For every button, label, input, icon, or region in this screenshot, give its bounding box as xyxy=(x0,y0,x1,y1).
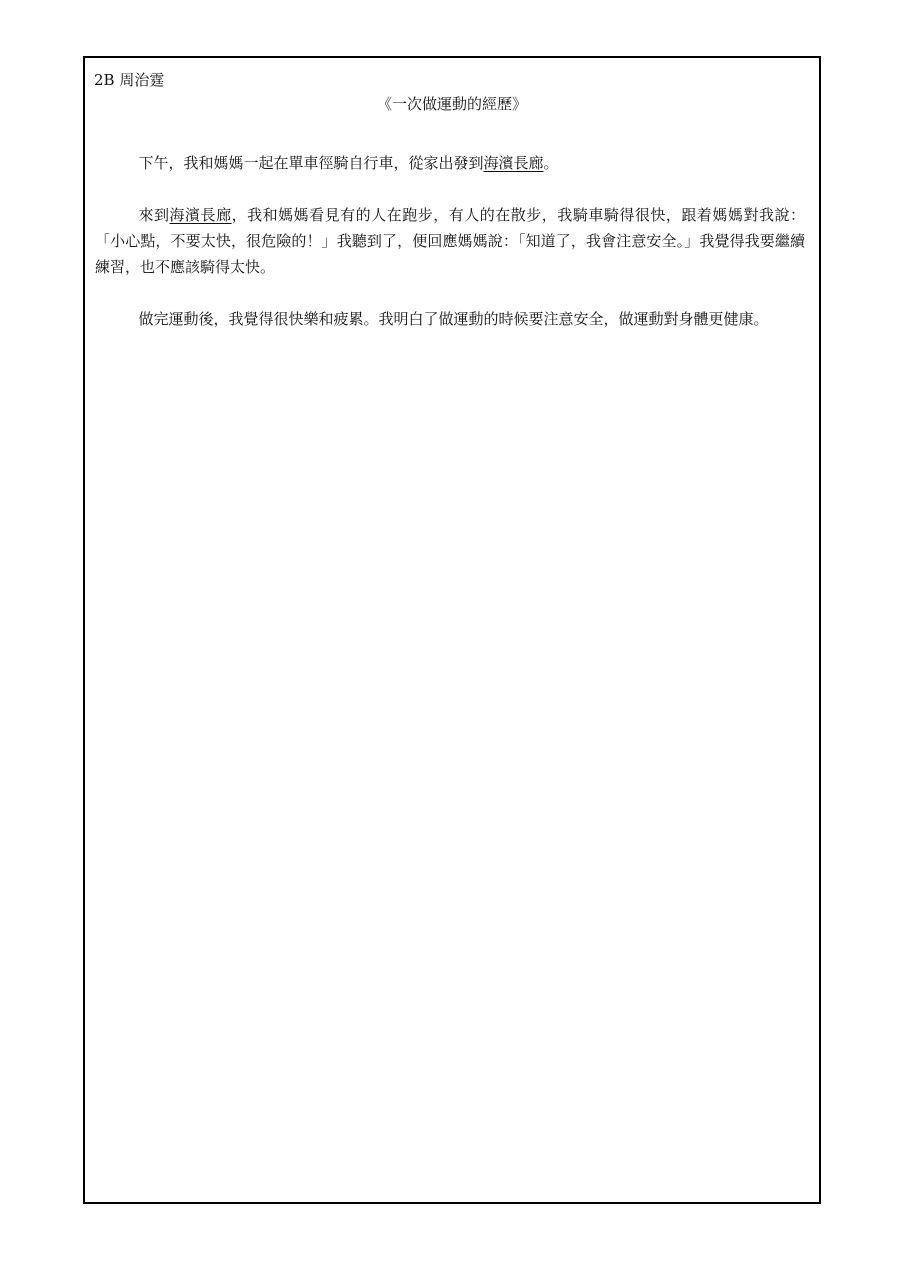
essay-body xyxy=(95,150,805,358)
paragraph-1 xyxy=(95,150,805,176)
paragraph-1-text-before: 下午，我和媽媽一起在單車徑騎自行車，從家出發到 xyxy=(138,154,484,172)
author-line: 2B 周治霆 xyxy=(94,71,165,89)
paragraph-2-text-after: ，我和媽媽看見有的人在跑步，有人的在散步，我騎車騎得很快，跟着媽媽對我說：「小心點，不要太快，很危險的！」我聽到了，便回應媽媽說：「知道了，我會注意安全。」我覺得我要繼續練習，也不應該騎得太快。 xyxy=(95,206,805,276)
essay-title: 《一次做運動的經歷》 xyxy=(376,95,527,113)
paragraph-1-text-after: 。 xyxy=(543,154,559,172)
paragraph-2-place-name: 海濱長廊 xyxy=(169,206,232,224)
paragraph-2-text-before: 來到 xyxy=(138,206,170,224)
paragraph-2 xyxy=(95,202,805,280)
paragraph-3-text: 做完運動後，我覺得很快樂和疲累。我明白了做運動的時候要注意安全，做運動對身體更健康。 xyxy=(138,310,769,328)
page-border xyxy=(83,56,821,1204)
paragraph-1-place-name: 海濱長廊 xyxy=(483,154,544,172)
paragraph-3 xyxy=(95,306,805,332)
